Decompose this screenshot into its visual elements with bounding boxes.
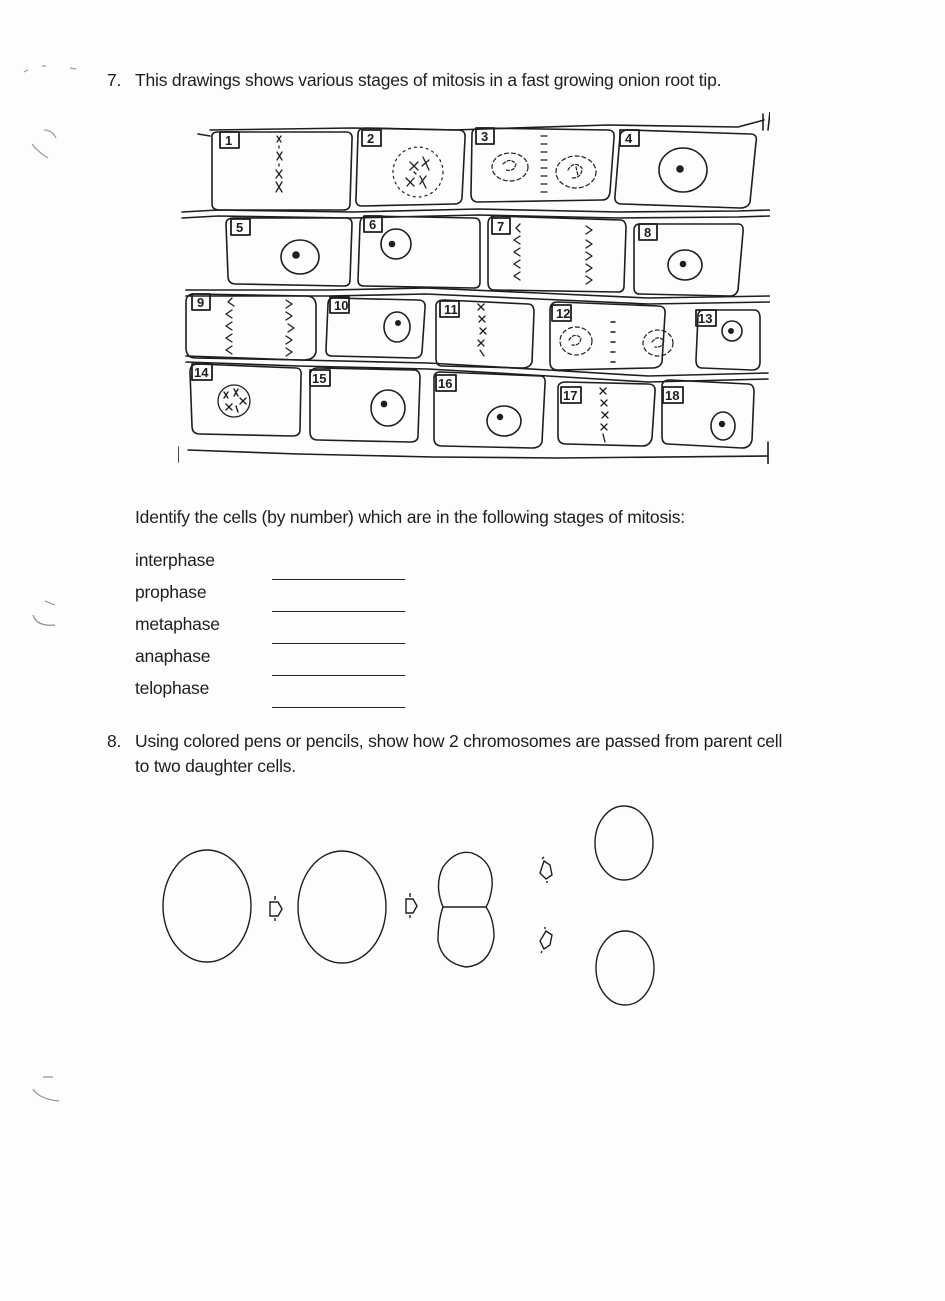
anaphase-answer-input[interactable] — [272, 661, 405, 676]
question-8-prompt-continued: to two daughter cells. — [135, 756, 296, 776]
daughter-cell-bottom[interactable] — [596, 931, 654, 1005]
cell-10 — [326, 297, 425, 358]
svg-text:8: 8 — [644, 225, 652, 240]
cell-5 — [226, 218, 352, 286]
cleaving-cell[interactable] — [438, 852, 494, 967]
cell-16 — [434, 372, 545, 448]
svg-text:11: 11 — [444, 302, 458, 317]
svg-text:14: 14 — [194, 365, 209, 380]
stage-label: prophase — [135, 582, 207, 602]
question-7-prompt — [107, 70, 721, 91]
arrow-up-right-icon — [540, 857, 552, 883]
cell-8 — [634, 224, 743, 296]
svg-text:9: 9 — [197, 295, 205, 310]
cell-3 — [471, 128, 614, 202]
cell-14 — [190, 364, 301, 436]
svg-text:18: 18 — [665, 388, 680, 403]
svg-text:5: 5 — [236, 220, 244, 235]
telophase-answer-input[interactable] — [272, 693, 405, 708]
svg-text:7: 7 — [497, 219, 505, 234]
question-text: This drawings shows various stages of mitosis in a fast growing onion root tip. — [135, 70, 722, 90]
cell-7 — [488, 216, 626, 292]
daughter-cell-top[interactable] — [595, 806, 653, 880]
scan-smudge — [20, 60, 80, 170]
parent-cell[interactable] — [163, 850, 251, 962]
onion-root-tip-diagram — [178, 112, 770, 464]
arrow-right-icon — [406, 893, 417, 918]
question-text-line-1: Using colored pens or pencils, show how 2 chromosomes are passed from parent cell — [135, 731, 783, 751]
identify-instructions: Identify the cells (by number) which are in the following stages of mitosis: — [135, 507, 685, 527]
svg-text:17: 17 — [563, 388, 578, 403]
stage-label: metaphase — [135, 614, 220, 634]
scan-smudge — [25, 595, 65, 635]
svg-text:2: 2 — [367, 131, 375, 146]
svg-text:13: 13 — [698, 311, 713, 326]
stage-label: telophase — [135, 678, 210, 698]
cell-17 — [558, 382, 655, 446]
cell-4 — [615, 130, 757, 208]
cell-division-diagram — [150, 795, 790, 1015]
svg-text:15: 15 — [312, 371, 327, 386]
prophase-answer-input[interactable] — [272, 597, 405, 612]
stage-label: anaphase — [135, 646, 211, 666]
svg-text:1: 1 — [225, 133, 233, 148]
cell-9 — [186, 294, 316, 360]
cell-6 — [358, 216, 480, 288]
stage-row-anaphase — [135, 646, 435, 670]
cell-12 — [550, 302, 673, 370]
stage-row-interphase — [135, 550, 435, 574]
question-number: 7. — [107, 70, 122, 90]
stage-row-prophase — [135, 582, 435, 606]
svg-text:6: 6 — [369, 217, 377, 232]
cell-13 — [696, 310, 760, 370]
cell-2 — [356, 128, 465, 206]
svg-text:3: 3 — [481, 129, 489, 144]
stage-row-metaphase — [135, 614, 435, 638]
svg-text:4: 4 — [625, 131, 633, 146]
svg-text:12: 12 — [556, 306, 571, 321]
metaphase-answer-input[interactable] — [272, 629, 405, 644]
cell-1 — [212, 132, 352, 210]
question-8-prompt — [107, 731, 782, 752]
arrow-down-right-icon — [540, 927, 552, 953]
arrow-right-icon — [270, 896, 282, 921]
dividing-cell[interactable] — [298, 851, 386, 963]
interphase-answer-input[interactable] — [272, 565, 405, 580]
cell-11 — [436, 300, 534, 368]
question-number: 8. — [107, 731, 122, 751]
stage-row-telophase — [135, 678, 435, 702]
stage-label: interphase — [135, 550, 215, 570]
scan-smudge — [25, 1075, 65, 1115]
svg-text:10: 10 — [334, 298, 349, 313]
cell-15 — [310, 368, 420, 442]
cell-18 — [662, 380, 754, 448]
svg-text:16: 16 — [438, 376, 453, 391]
